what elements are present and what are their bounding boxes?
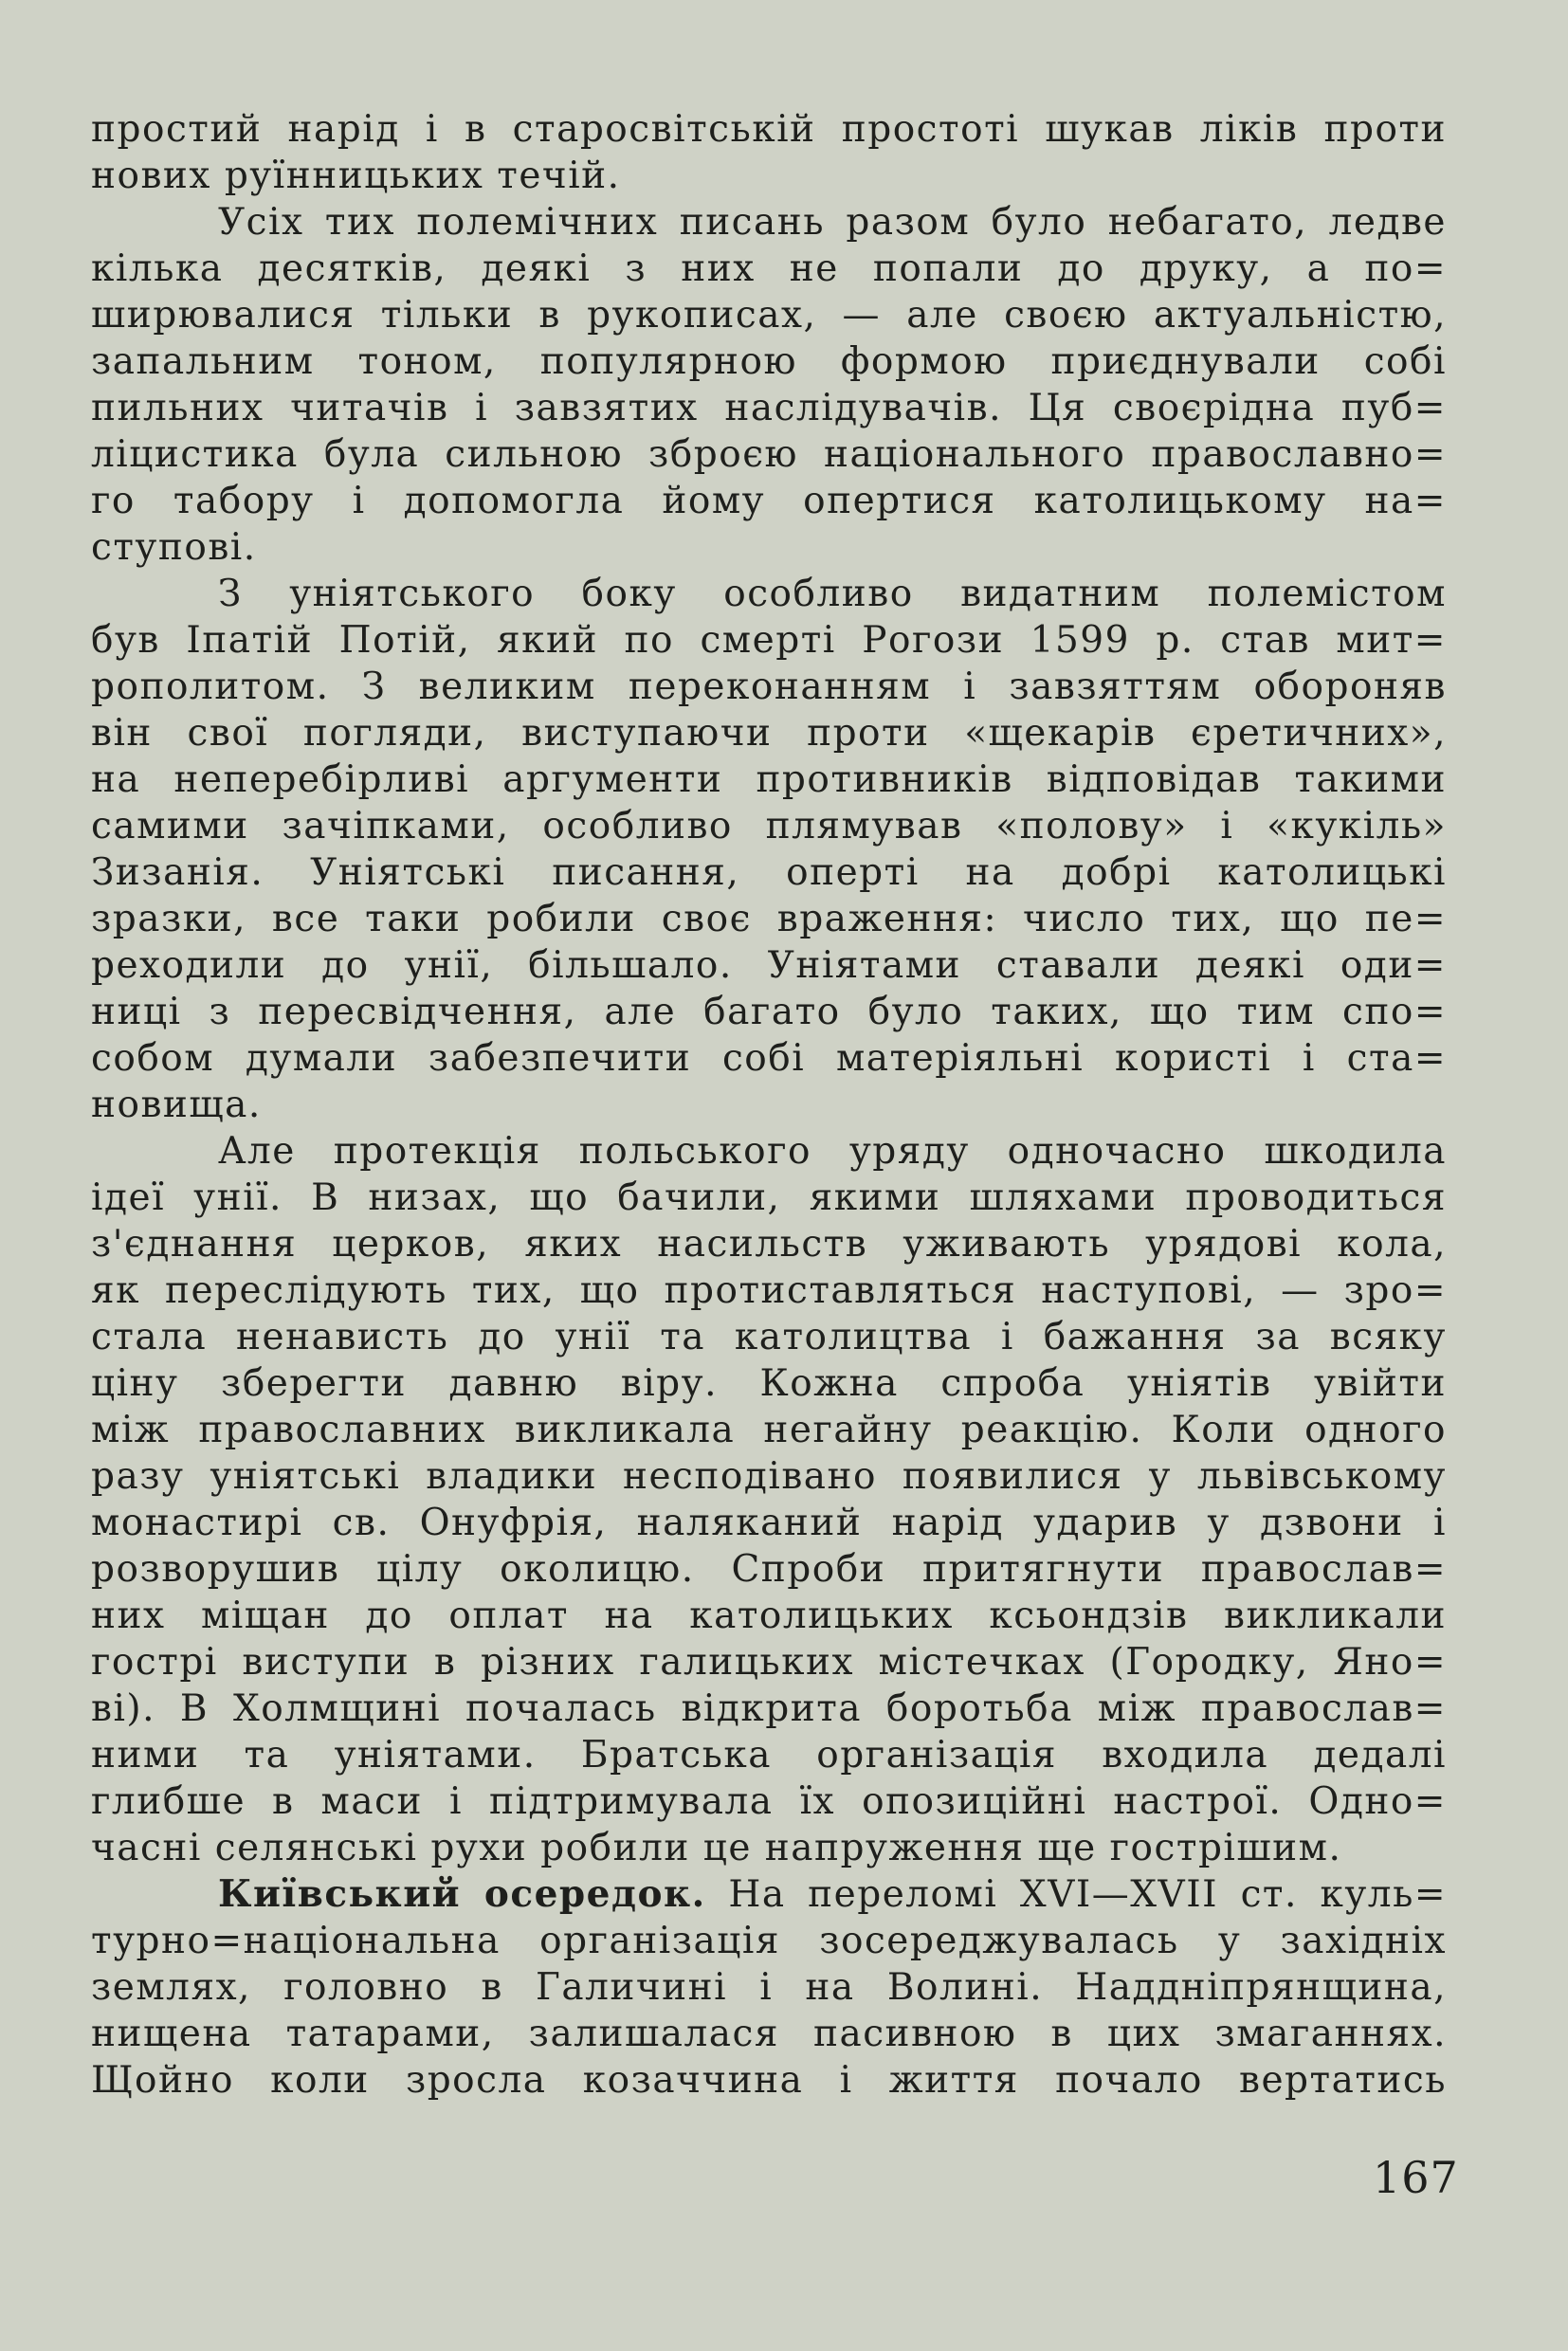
text-line: них міщан до оплат на католицьких ксьондзів викликали [91,1595,1447,1637]
section-heading: Київський осередок. [218,1872,706,1916]
body-text [91,106,1447,2104]
text-line: зразки, все таки робили своє враження: число тих, що пе= [91,898,1447,940]
text-line: ціну зберегти давню віру. Кожна спроба уніятів увійти [91,1362,1447,1405]
text-line: турно=національна організація зосереджувалась у західніх [91,1920,1447,1962]
text-line: нових руїнницьких течій. [91,155,621,197]
text-line: часні селянські рухи робили це напруження ще гострішим. [91,1827,1342,1869]
text-line: розворушив цілу околицю. Спроби притягнути православ= [91,1548,1447,1591]
text-line: на неперебірливі аргументи противників відповідав такими [91,758,1447,801]
text-line: пильних читачів і завзятих наслідувачів. Ця своєрідна пуб= [91,387,1447,429]
text-line: нищена татарами, залишалася пасивною в цих змаганнях. [91,2013,1447,2055]
text-line: ширювалися тільки в рукописах, — але своєю актуальністю, [91,294,1447,337]
text-line: землях, головно в Галичині і на Волині. Наддніпрянщина, [91,1966,1447,2009]
text-line: Зизанія. Уніятські писання, оперті на добрі католицькі [91,851,1447,894]
text-line: ідеї унії. В низах, що бачили, якими шляхами проводиться [91,1176,1447,1219]
text-line: Але протекція польського уряду одночасно шкодила [218,1130,1447,1173]
text-line: Усіх тих полемічних писань разом було небагато, ледве [218,201,1447,244]
text-line: глибше в маси і підтримувала їх опозиційні настрої. Одно= [91,1780,1447,1823]
page-number: 167 [1373,2152,1459,2203]
text-line: ві). В Холмщині почалась відкрита боротьба між православ= [91,1687,1447,1730]
text-line: з'єднання церков, яких насильств уживають урядові кола, [91,1223,1447,1266]
text-line: стала ненависть до унії та католицтва і бажання за всяку [91,1316,1447,1358]
text-line: собом думали забезпечити собі матеріяльні користі і ста= [91,1037,1447,1080]
text-line: був Іпатій Потій, який по смерті Рогози 1599 р. став мит= [91,619,1447,662]
text-line: новища. [91,1084,262,1126]
text-line: самими зачіпками, особливо плямував «полову» і «кукіль» [91,805,1447,847]
text-line: рополитом. З великим переконанням і завзяттям обороняв [91,665,1447,708]
text-line: кілька десятків, деякі з них не попали до друку, а по= [91,247,1447,290]
text-line: реходили до унії, більшало. Уніятами ставали деякі оди= [91,944,1447,987]
text-line: як переслідують тих, що протиставляться наступові, — зро= [91,1269,1447,1312]
text-line: З уніятського боку особливо видатним полемістом [218,573,1447,615]
text-line: ними та уніятами. Братська організація входила дедалі [91,1734,1447,1777]
text-line: го табору і допомогла йому опертися католицькому на= [91,480,1447,522]
text-line: простий нарід і в старосвітській простоті шукав ліків проти [91,108,1447,151]
text-line: ступові. [91,526,257,569]
text-line [91,1871,1447,1918]
text-line: між православних викликала негайну реакцію. Коли одного [91,1409,1447,1451]
section-heading-continuation: На переломі XVI—XVII ст. куль= [728,1873,1447,1916]
text-line: монастирі св. Онуфрія, наляканий нарід ударив у дзвони і [91,1502,1447,1544]
text-line: ліцистика була сильною зброєю національного православно= [91,433,1447,476]
text-line: гострі виступи в різних галицьких містечках (Городку, Яно= [91,1641,1447,1684]
text-line: запальним тоном, популярною формою приєднували собі [91,340,1447,383]
text-line: він свої погляди, виступаючи проти «щекарів єретичних», [91,712,1447,755]
text-line: ниці з пересвідчення, але багато було таких, що тим спо= [91,991,1447,1033]
text-line: разу уніятські владики несподівано появилися у львівському [91,1455,1447,1498]
text-line: Щойно коли зросла козаччина і життя почало вертатись [91,2059,1447,2102]
